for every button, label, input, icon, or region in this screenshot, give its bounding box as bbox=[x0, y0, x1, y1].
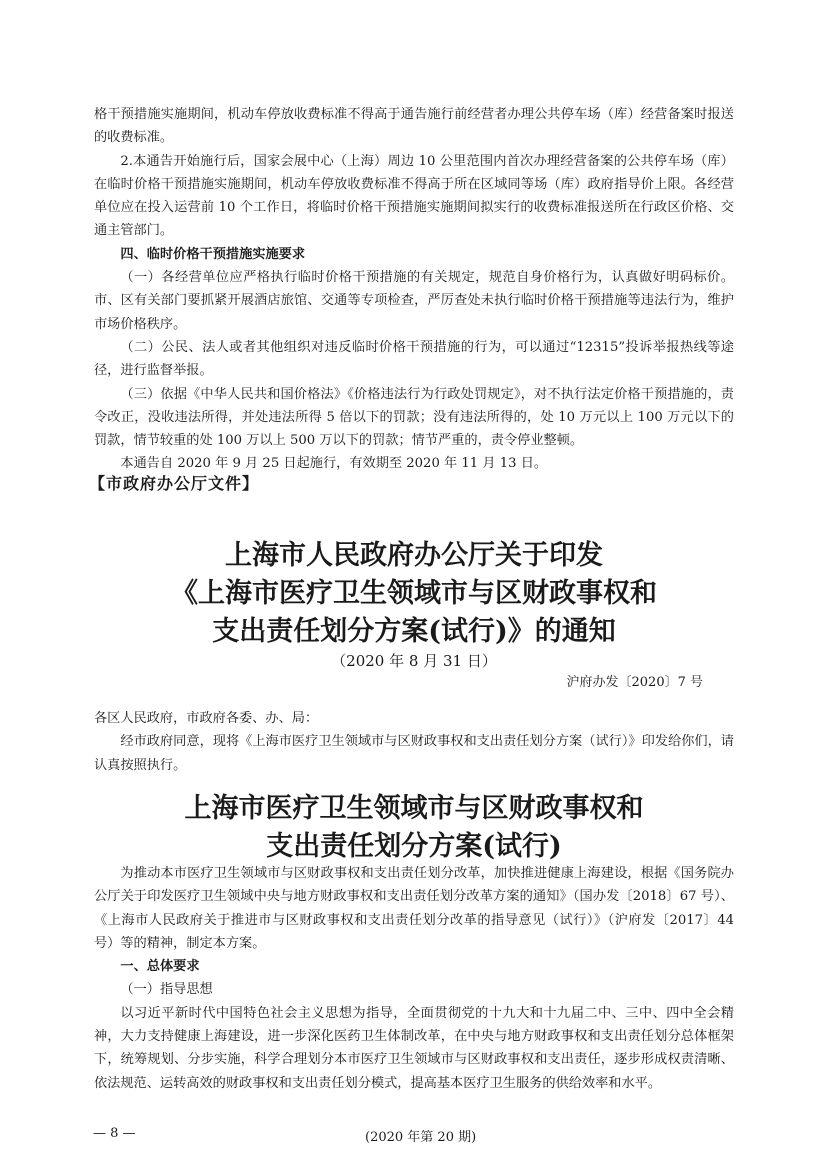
section-label: 【市政府办公厅文件】 bbox=[89, 474, 260, 493]
issue-number: (2020 年第 20 期) bbox=[365, 1130, 477, 1145]
notice-title bbox=[94, 537, 734, 651]
paragraph: 2.本通告开始施行后，国家会展中心（上海）周边 10 公里范围内首次办理经营备案的公共停车场（库）在临时价格干预措施实施期间，机动车停放收费标准不得高于所在区域同等场（库）政府指导价上限。各经营单位应在投入运营前 10 个工作日，将临时价格干预措施实施期间拟实行的收费标准报送所在行政区价格、交通主管部门。 bbox=[94, 153, 734, 239]
notice-title-line: 上海市人民政府办公厅关于印发 bbox=[225, 540, 603, 571]
paragraph: 以习近平新时代中国特色社会主义思想为指导，全面贯彻党的十九大和十九届二中、三中、四中全会精神，大力支持健康上海建设，进一步深化医药卫生体制改革，在中央与地方财政事权和支出责任划分总体框架下，统筹规划、分步实施，科学合理划分本市医疗卫生领域市与区财政事权和支出责任，逐步形成权责清晰、依法规范、运转高效的财政事权和支出责任划分模式，提高基本医疗卫生服务的供给效率和水平。 bbox=[94, 1005, 734, 1091]
paragraph: 为推动本市医疗卫生领域市与区财政事权和支出责任划分改革，加快推进健康上海建设，根据《国务院办公厅关于印发医疗卫生领域中央与地方财政事权和支出责任划分改革方案的通知》（国办发〔2018〕67 号）、《上海市人民政府关于推进市与区财政事权和支出责任划分改革的指导意见（试行）》（沪府发〔2017〕44 号）等的精神，制定本方案。 bbox=[94, 866, 734, 951]
plan-title-line: 支出责任划分方案(试行) bbox=[266, 831, 562, 862]
plan-body bbox=[94, 862, 734, 1095]
paragraph: 格干预措施实施期间，机动车停放收费标准不得高于通告施行前经营者办理公共停车场（库）经营备案时报送的收费标准。 bbox=[94, 107, 734, 146]
document-number: 沪府办发〔2020〕7 号 bbox=[566, 675, 703, 690]
paragraph: 经市政府同意，现将《上海市医疗卫生领域市与区财政事权和支出责任划分方案（试行）》印发给你们，请认真按照执行。 bbox=[94, 734, 734, 773]
notice-title-line: 《上海市医疗卫生领域市与区财政事权和 bbox=[171, 578, 657, 609]
section-heading: 四、临时价格干预措施实施要求 bbox=[120, 246, 306, 262]
paragraph: （二）公民、法人或者其他组织对违反临时价格干预措施的行为，可以通过“12315”投诉举报热线等途径，进行监督举报。 bbox=[94, 339, 734, 379]
plan-title-line: 上海市医疗卫生领域市与区财政事权和 bbox=[184, 793, 644, 824]
salutation: 各区人民政府，市政府各委、办、局： bbox=[94, 711, 319, 726]
sub-heading: （一）指导思想 bbox=[120, 982, 213, 998]
paragraph: 本通告自 2020 年 9 月 25 日起施行，有效期至 2020 年 11 月 13 日。 bbox=[120, 456, 548, 472]
section-heading: 一、总体要求 bbox=[120, 959, 200, 975]
top-section bbox=[94, 103, 734, 476]
notice-title-line: 支出责任划分方案(试行)》的通知 bbox=[212, 616, 616, 647]
page-number: — 8 — bbox=[93, 1126, 136, 1141]
notice-date: （2020 年 8 月 31 日） bbox=[331, 652, 497, 670]
notice-body bbox=[94, 707, 734, 777]
plan-title bbox=[94, 790, 734, 866]
paragraph: （三）依据《中华人民共和国价格法》《价格违法行为行政处罚规定》，对不执行法定价格干预措施的，责令改正，没收违法所得，并处违法所得 5 倍以下的罚款；没有违法所得的，处 10 万元以上 100 万元以下的罚款，情节较重的处 100 万以上 500 万以下的罚款；情节严重的，责令停业整顿。 bbox=[94, 386, 734, 449]
paragraph: （一）各经营单位应严格执行临时价格干预措施的有关规定，规范自身价格行为，认真做好明码标价。市、区有关部门要抓紧开展酒店旅馆、交通等专项检查，严厉查处未执行临时价格干预措施等违法行为，维护市场价格秩序。 bbox=[94, 270, 734, 332]
